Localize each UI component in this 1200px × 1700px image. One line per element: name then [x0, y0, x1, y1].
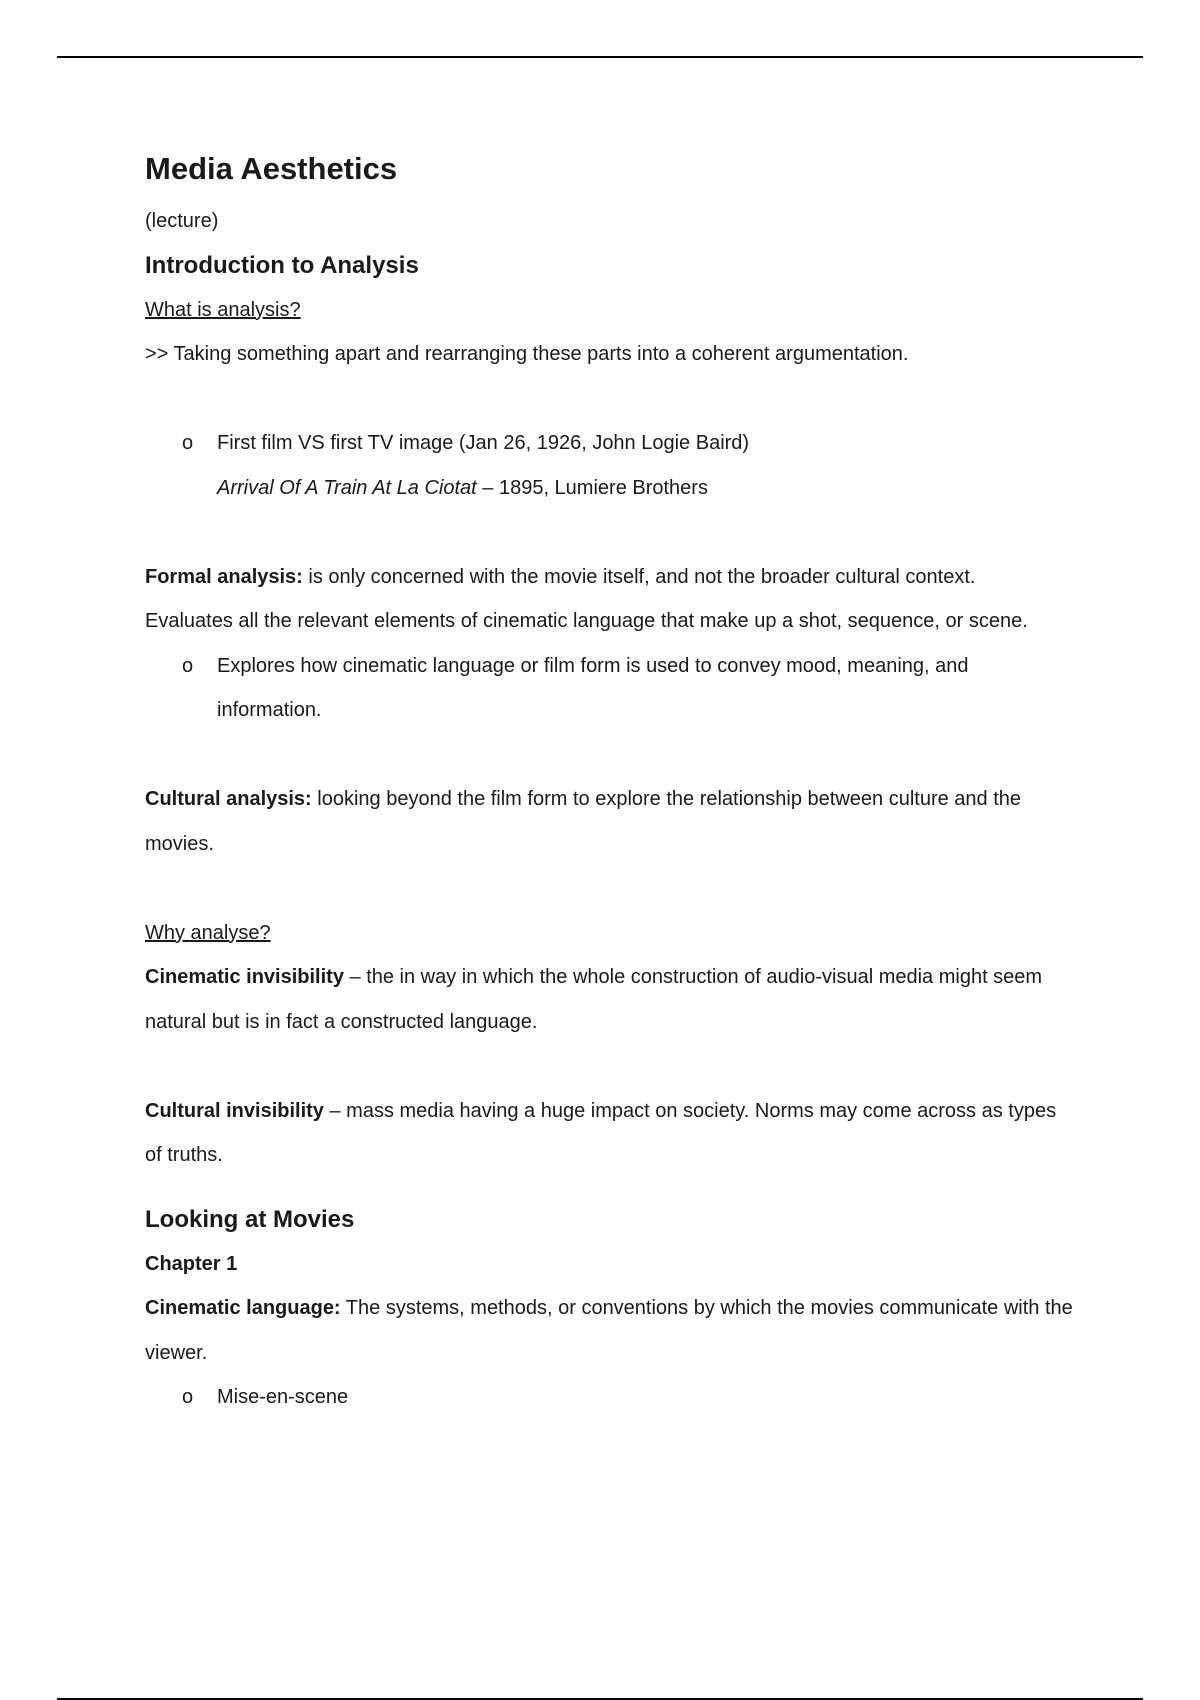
document-body [145, 145, 1075, 1420]
list-item-explores [145, 644, 1075, 733]
chapter-heading: Chapter 1 [145, 1252, 238, 1275]
cultural-invisibility-text: – mass media having a huge impact on society. Norms may come across as types of truths. [145, 1099, 1057, 1166]
cinematic-language-paragraph [145, 1286, 1075, 1375]
bullet-marker: o [182, 654, 194, 677]
cultural-analysis-paragraph [145, 777, 1075, 866]
list-item-mise-en-scene [145, 1375, 1075, 1420]
top-page-rule [57, 56, 1143, 58]
cinematic-invisibility-text: – the in way in which the whole construction of audio-visual media might seem natural but is in fact a constructed language. [145, 966, 1043, 1033]
bullet-marker: o [182, 432, 194, 454]
cultural-invisibility-label: Cultural invisibility [145, 1099, 324, 1122]
formal-analysis-text: is only concerned with the movie itself, and not the broader cultural context. [302, 565, 976, 588]
cultural-analysis-text: looking beyond the film form to explore the relationship between culture and the movies. [145, 788, 1022, 855]
film-detail: – 1895, Lumiere Brothers [476, 476, 708, 499]
subtitle: (lecture) [145, 210, 219, 232]
section-heading-analysis: Introduction to Analysis [145, 251, 419, 279]
film-reference [145, 466, 1075, 511]
cinematic-invisibility-paragraph [145, 955, 1075, 1044]
evaluates-paragraph: Evaluates all the relevant elements of cinematic language that make up a shot, sequence, or scene. [145, 610, 1028, 632]
cultural-analysis-label: Cultural analysis: [145, 788, 312, 810]
why-analyse-heading: Why analyse? [145, 921, 271, 944]
list-item-text: First film VS first TV image (Jan 26, 1926, John Logie Baird) [217, 432, 750, 454]
analysis-definition: >> Taking something apart and rearranging these parts into a coherent argumentation. [145, 343, 909, 365]
cinematic-language-text: The systems, methods, or conventions by which the movies communicate with the viewer. [145, 1297, 1073, 1364]
document-title: Media Aesthetics [145, 151, 398, 186]
formal-analysis-label: Formal analysis: [145, 565, 303, 588]
bullet-marker: o [182, 1386, 194, 1408]
list-item-text: Explores how cinematic language or film form is used to convey mood, meaning, and information. [217, 654, 969, 721]
what-is-analysis-heading: What is analysis? [145, 298, 301, 321]
list-item-text: Mise-en-scene [217, 1386, 349, 1408]
list-item-first-film [145, 421, 1075, 466]
cultural-invisibility-paragraph [145, 1089, 1075, 1178]
cinematic-invisibility-label: Cinematic invisibility [145, 966, 344, 988]
film-title: Arrival Of A Train At La Ciotat [217, 476, 477, 499]
section-heading-looking-at-movies: Looking at Movies [145, 1205, 355, 1233]
formal-analysis-paragraph [145, 555, 1075, 600]
cinematic-language-label: Cinematic language: [145, 1297, 341, 1319]
